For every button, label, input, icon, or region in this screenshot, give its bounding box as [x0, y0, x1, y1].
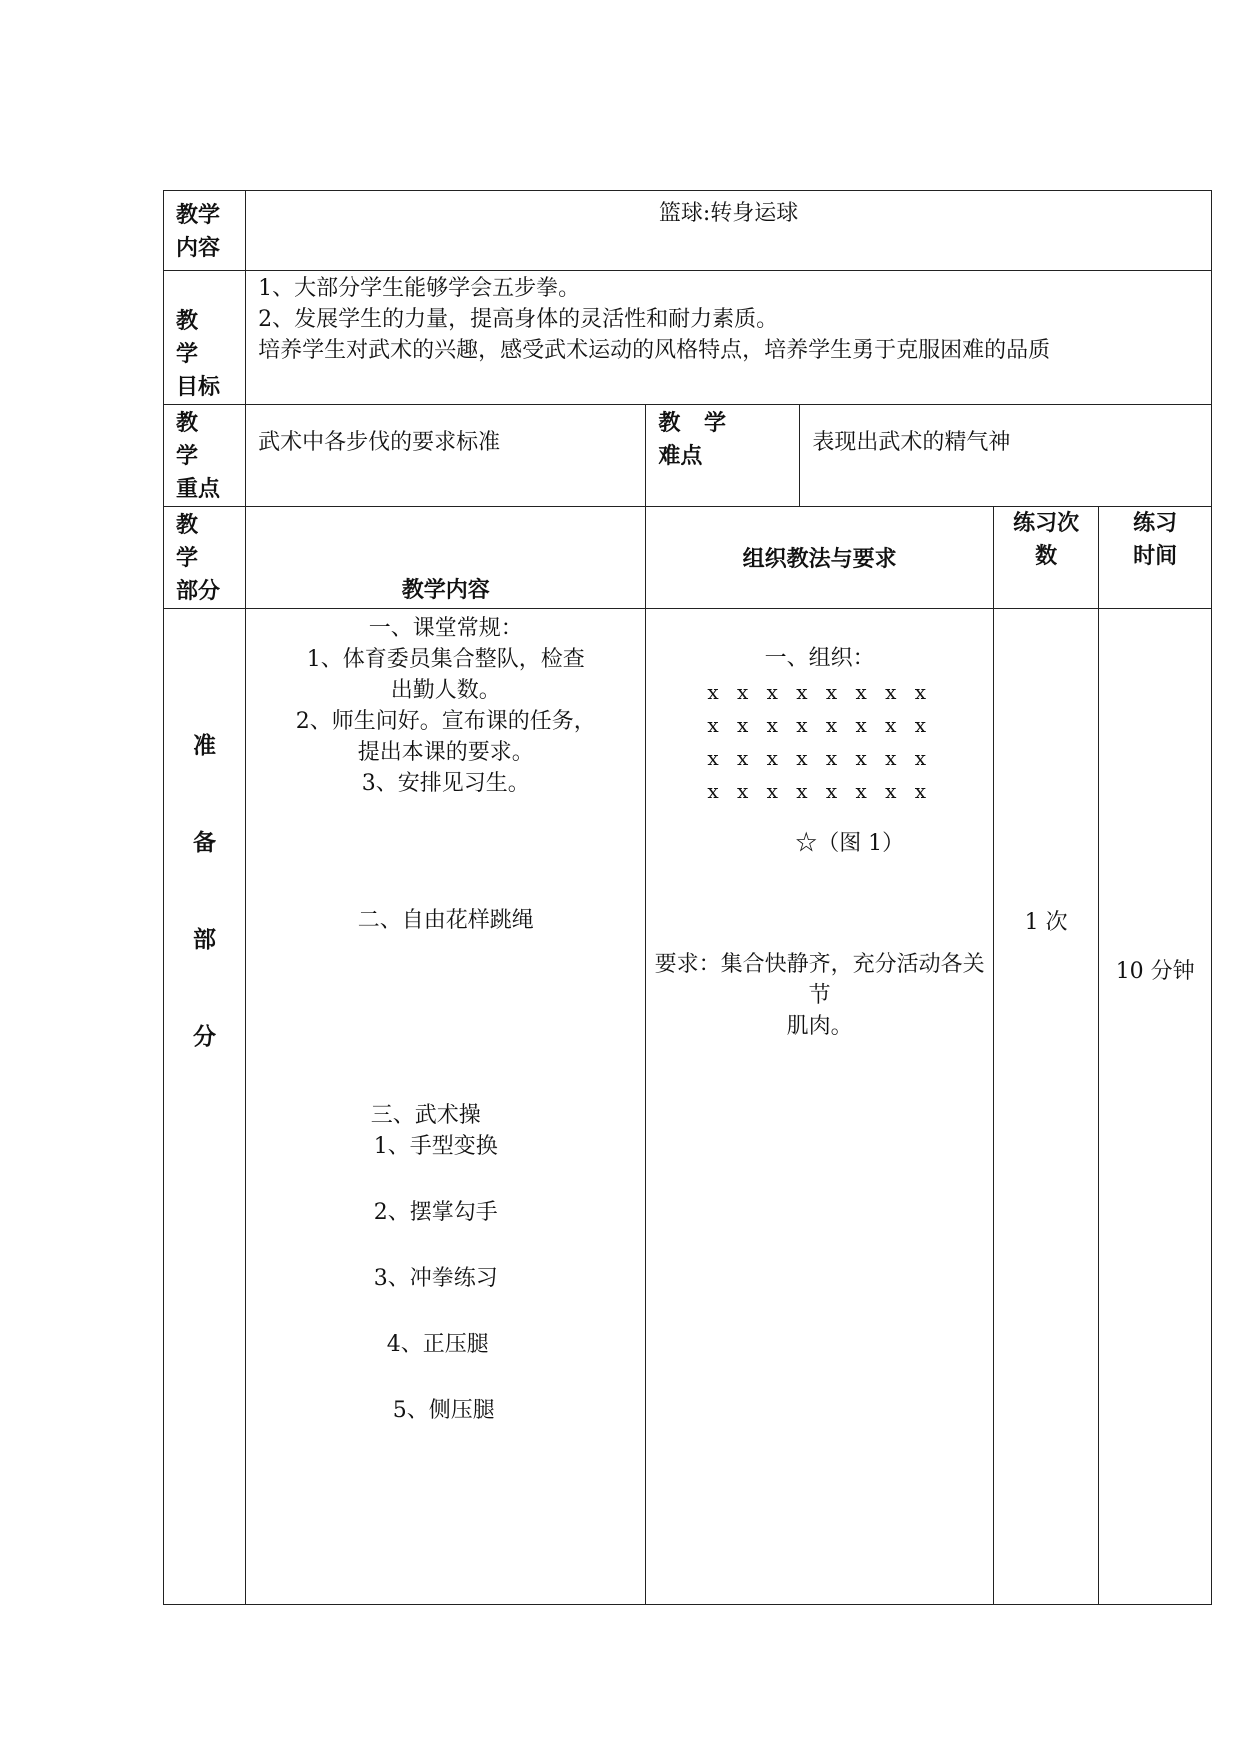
sub-item-3: 3、冲拳练习: [373, 1266, 498, 1291]
requirement-line-2: 肌肉。: [786, 1014, 853, 1039]
formation-row-3: x x x x x x x x: [707, 746, 933, 770]
focus-value: 武术中各步伐的要求标准: [246, 405, 646, 507]
focus-label: 教 学 重点: [164, 405, 246, 507]
header-time: 练习 时间: [1099, 507, 1212, 609]
section-time: 10 分钟: [1099, 609, 1212, 1605]
content-row: [164, 191, 1212, 271]
goals-row: [164, 271, 1212, 405]
formation-row-1: x x x x x x x x: [707, 680, 933, 704]
goal-line-3: 培养学生对武术的兴趣，感受武术运动的风格特点，培养学生勇于克服困难的品质: [258, 338, 1051, 363]
header-count: 练习次 数: [993, 507, 1098, 609]
goals-label: 教 学 目标: [164, 271, 246, 405]
item-wushu: 三、武术操: [370, 1103, 481, 1128]
focus-row: [164, 405, 1212, 507]
section-char-4: 分: [193, 1024, 217, 1050]
routine-title: 一、课堂常规：: [368, 616, 523, 641]
sub-item-5: 5、侧压腿: [392, 1398, 495, 1423]
formation-row-4: x x x x x x x x: [707, 779, 933, 803]
routine-line-4: 提出本课的要求。: [357, 740, 534, 765]
section-char-2: 备: [193, 830, 217, 856]
routine-line-5: 3、安排见习生。: [361, 771, 530, 796]
header-content: 教学内容: [246, 507, 646, 609]
item-jump-rope: 二、自由花样跳绳: [357, 908, 534, 933]
content-value: 篮球:转身运球: [246, 191, 1212, 271]
goal-line-2: 2、发展学生的力量，提高身体的灵活性和耐力素质。: [258, 307, 779, 332]
header-method: 组织教法与要求: [646, 507, 994, 609]
lesson-plan-table: [163, 190, 1212, 1605]
difficulty-value: 表现出武术的精气神: [800, 405, 1212, 507]
sub-item-2: 2、摆掌勾手: [373, 1200, 498, 1225]
header-row: [164, 507, 1212, 609]
formation-row-2: x x x x x x x x: [707, 713, 933, 737]
org-title: 一、组织：: [764, 646, 875, 671]
requirement-line-1: 要求：集合快静齐，充分活动各关节: [654, 952, 985, 1008]
section-char-1: 准: [193, 733, 217, 759]
header-part: 教 学 部分: [164, 507, 246, 609]
routine-line-1: 1、体育委员集合整队，检查: [306, 647, 585, 672]
sub-item-1: 1、手型变换: [373, 1134, 498, 1159]
routine-line-3: 2、师生问好。宣布课的任务，: [295, 709, 596, 734]
sub-item-4: 4、正压腿: [386, 1332, 489, 1357]
section-method: [646, 609, 994, 1605]
difficulty-label: 教 学 难点: [646, 405, 800, 507]
section-name: [164, 609, 246, 1605]
routine-line-2: 出勤人数。: [390, 678, 501, 703]
section-char-3: 部: [193, 927, 217, 953]
goals-value: [246, 271, 1212, 405]
goal-line-1: 1、大部分学生能够学会五步拳。: [258, 276, 581, 301]
preparation-row: [164, 609, 1212, 1605]
section-count: 1 次: [993, 609, 1098, 1605]
section-content: [246, 609, 646, 1605]
figure-label: ☆（图 1）: [795, 831, 905, 856]
content-label: 教学 内容: [164, 191, 246, 271]
